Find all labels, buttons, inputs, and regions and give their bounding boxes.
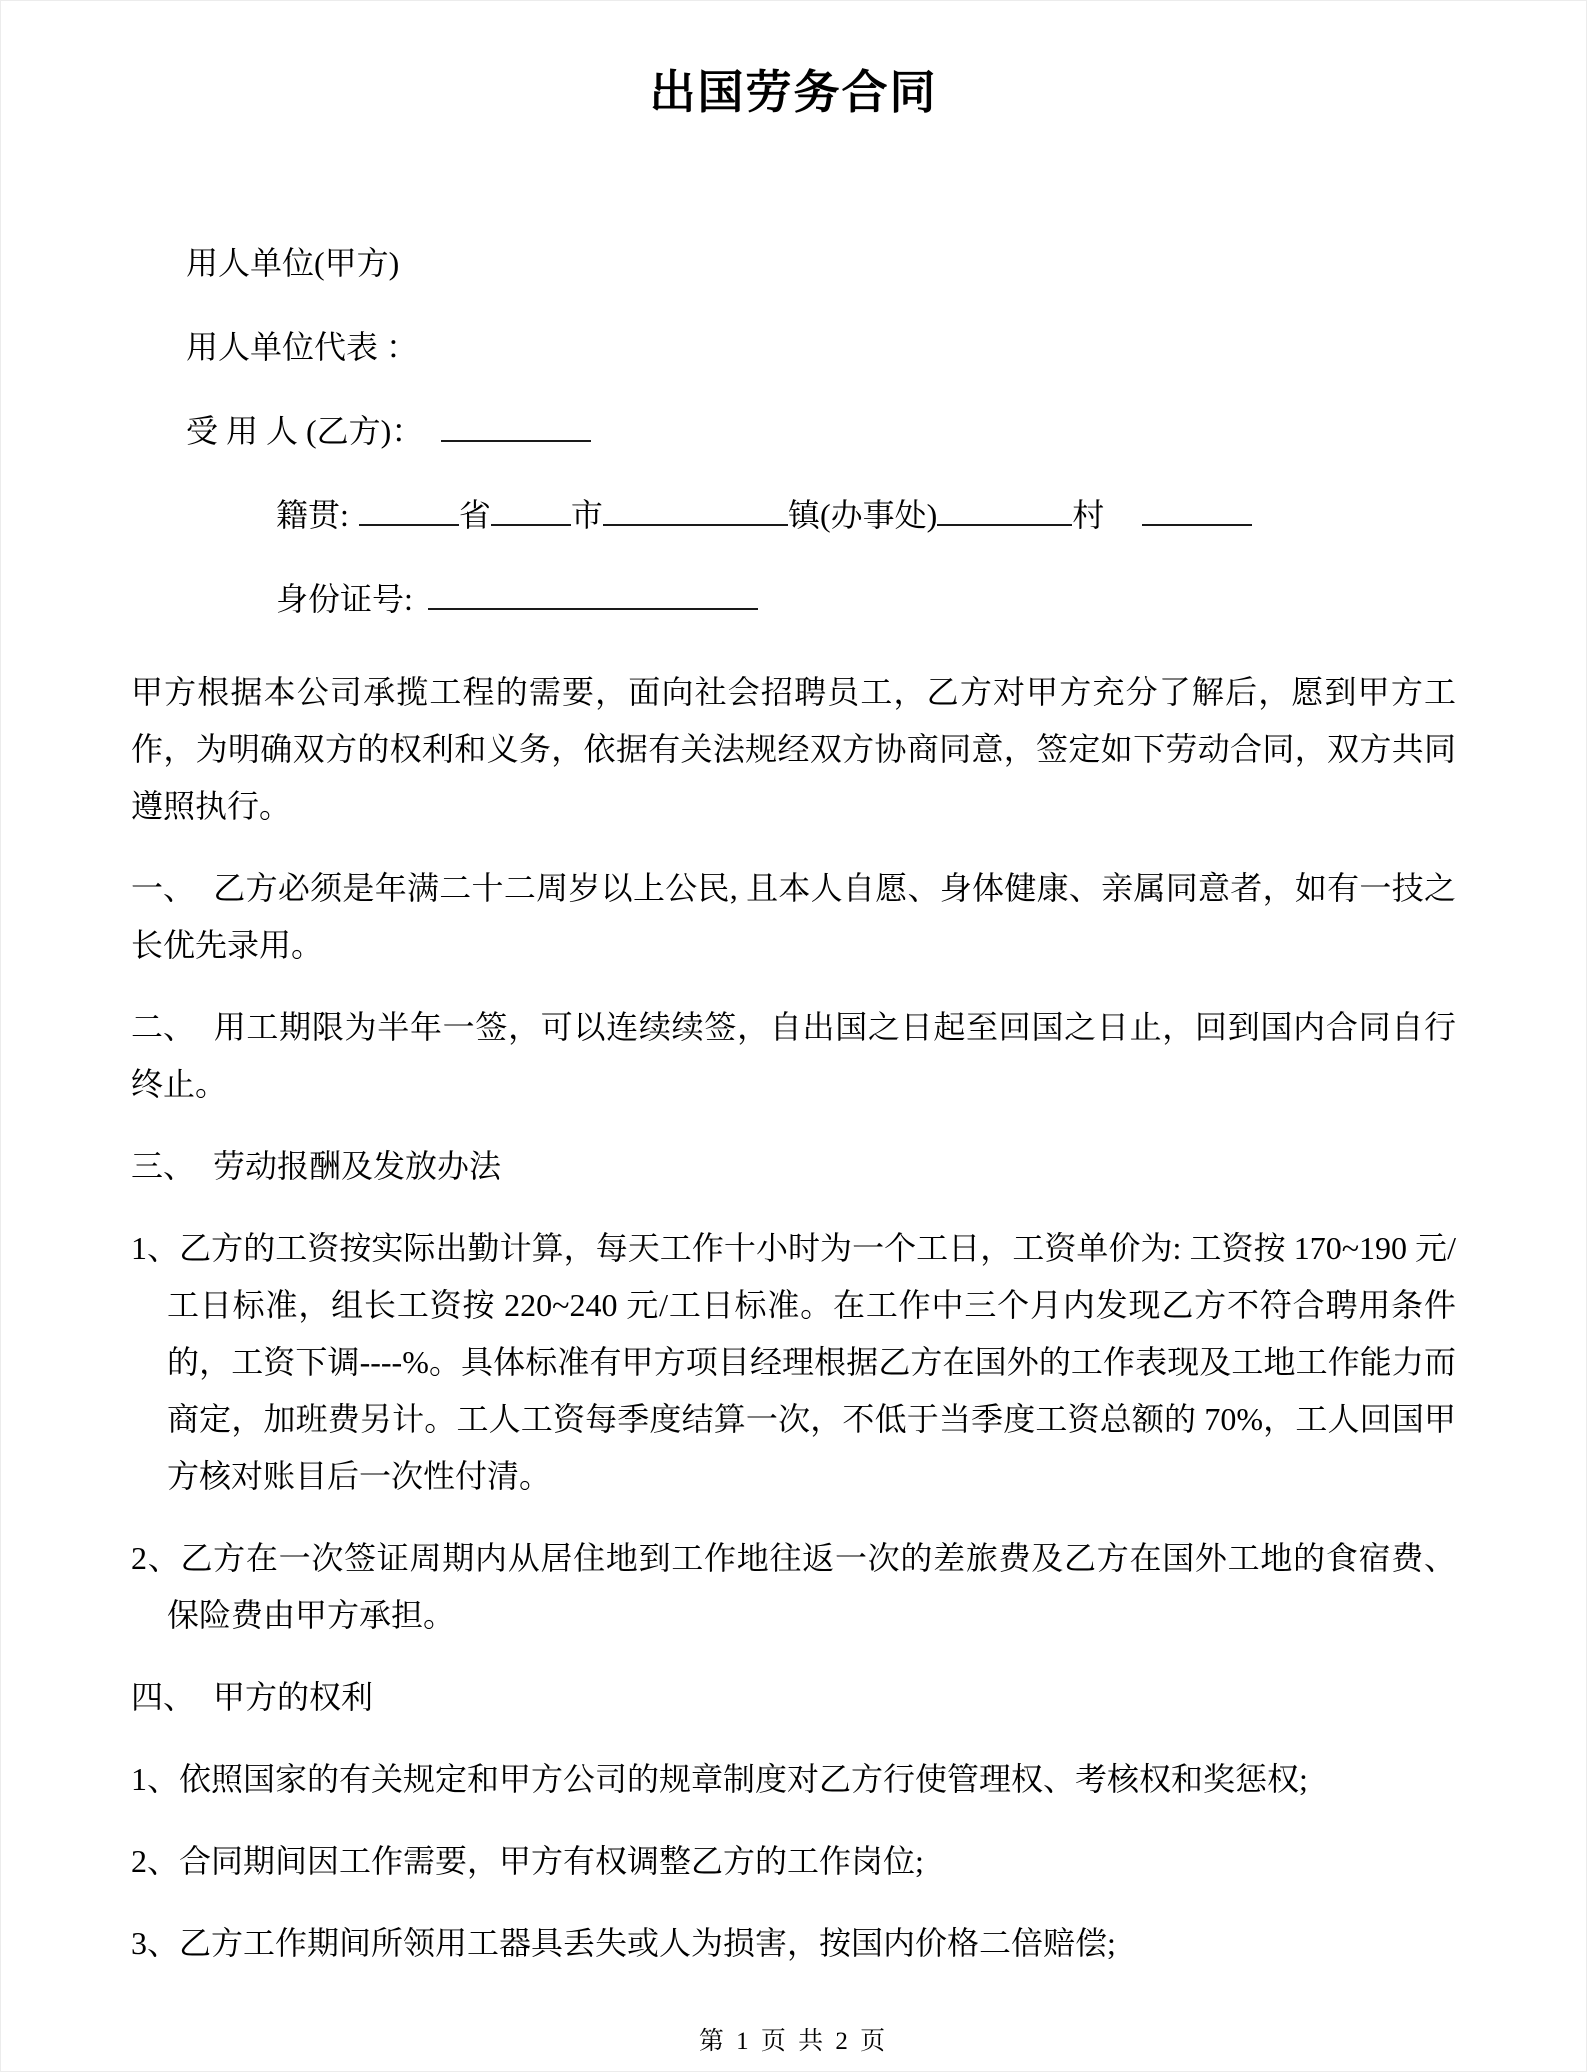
- clause-4-item-2: 2、合同期间因工作需要，甲方有权调整乙方的工作岗位;: [131, 1843, 924, 1879]
- extra-native-place-field[interactable]: [1142, 521, 1252, 526]
- document-title: 出国劳务合同: [649, 67, 938, 118]
- clause-1-number: 一、: [131, 870, 196, 906]
- parties-section: [131, 221, 1456, 641]
- native-place-label: 籍贯:: [276, 497, 349, 533]
- clause-1: [131, 860, 1456, 974]
- clause-3-number: 三、: [131, 1148, 196, 1184]
- employer-representative-line: [131, 305, 1456, 389]
- employee-name-field[interactable]: [441, 437, 591, 442]
- province-suffix: 省: [458, 497, 491, 533]
- employee-label: 受 用 人 (乙方)：: [186, 413, 424, 449]
- employer-line: [131, 221, 1456, 305]
- province-field[interactable]: [359, 521, 459, 526]
- clause-3-heading: [131, 1138, 1456, 1195]
- clause-3-item-2: 2、乙方在一次签证周期内从居住地到工作地往返一次的差旅费及乙方在国外工地的食宿费、保险费由甲方承担。: [131, 1540, 1456, 1633]
- employer-representative-label: 用人单位代表 ：: [186, 329, 419, 365]
- clause-3-item-1: 1、乙方的工资按实际出勤计算，每天工作十小时为一个工日，工资单价为: 工资按 170~190 元/工日标准，组长工资按 220~240 元/工日标准。在工作中三个月内发现乙方不符合聘用条件的，工资下调----%。具体标准有甲方项目经理根据乙方在国外的工作表现及工地工作能力而商定，加班费另计。工人工资每季度结算一次，不低于当季度工资总额的 70%，工人回国甲方核对账目后一次性付清。: [131, 1230, 1456, 1494]
- id-number-field[interactable]: [428, 605, 758, 610]
- city-suffix: 市: [570, 497, 603, 533]
- clause-4-title: 甲方的权利: [213, 1679, 374, 1715]
- clause-1-text: 乙方必须是年满二十二周岁以上公民, 且本人自愿、身体健康、亲属同意者，如有一技之长优先录用。: [131, 870, 1456, 963]
- clause-4-number: 四、: [131, 1679, 196, 1715]
- clause-3-title: 劳动报酬及发放办法: [213, 1148, 502, 1184]
- intro-paragraph: 甲方根据本公司承揽工程的需要，面向社会招聘员工，乙方对甲方充分了解后，愿到甲方工作，为明确双方的权利和义务，依据有关法规经双方协商同意，签定如下劳动合同，双方共同遵照执行。: [131, 674, 1456, 824]
- clause-4-item-3: 3、乙方工作期间所领用工器具丢失或人为损害，按国内价格二倍赔偿;: [131, 1925, 1116, 1961]
- village-suffix: 村: [1072, 497, 1105, 533]
- clause-4-item-1: 1、依照国家的有关规定和甲方公司的规章制度对乙方行使管理权、考核权和奖惩权;: [131, 1761, 1308, 1797]
- page-number-footer: 第 1 页 共 2 页: [698, 2028, 889, 2055]
- clause-2-text: 用工期限为半年一签，可以连续续签，自出国之日起至回国之日止，回到国内合同自行终止。: [131, 1009, 1456, 1102]
- page-content: [1, 65, 1586, 1972]
- town-field[interactable]: [603, 521, 788, 526]
- clause-2-number: 二、: [131, 1009, 196, 1045]
- native-place-line: [131, 473, 1456, 557]
- id-number-line: [131, 557, 1456, 641]
- employer-label: 用人单位(甲方): [186, 245, 400, 281]
- clause-4-heading: [131, 1669, 1456, 1726]
- village-field[interactable]: [937, 521, 1072, 526]
- employee-line: [131, 389, 1456, 473]
- id-number-label: 身份证号:: [276, 581, 413, 617]
- city-field[interactable]: [491, 521, 571, 526]
- town-suffix: 镇(办事处): [787, 497, 938, 533]
- clause-2: [131, 999, 1456, 1113]
